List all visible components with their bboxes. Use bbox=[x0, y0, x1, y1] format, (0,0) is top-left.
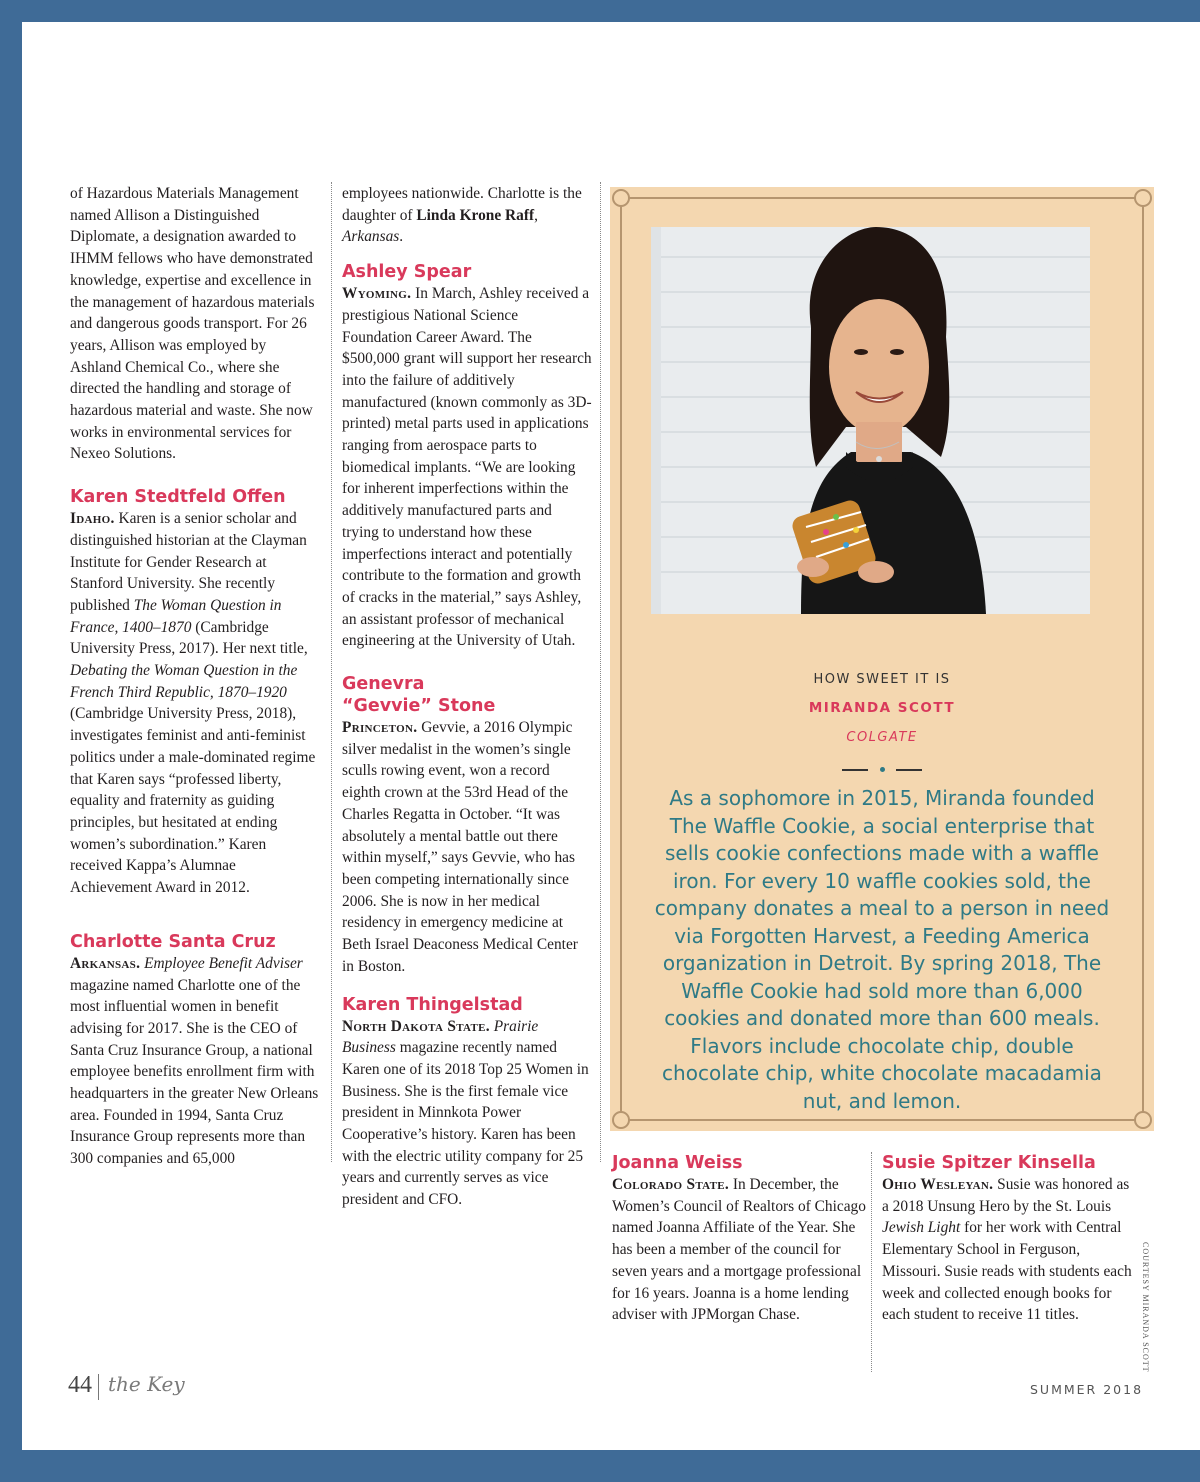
profile-name: Charlotte Santa Cruz bbox=[70, 931, 276, 952]
frame-corner bbox=[612, 189, 630, 207]
profile-name: Karen Thingelstad bbox=[342, 994, 523, 1015]
profile-text: Idaho. Karen is a senior scholar and distinguished historian at the Clayman Institute for Gender Research at Stanford University. She recently published The Woman Question in France, 1400–1870 (Cambridge University Press, 2017). Her next title, Debating the Woman Question in the French Third Republic, 1870–1920 (Cambridge University Press, 2018), investigates feminist and anti-feminist politics under a male-dominated regime that Karen says “professed liberty, equality and fraternity as guiding principles, but hesitated at ending women’s subordination.” Karen received Kappa’s Alumnae Achievement Award in 2012. bbox=[70, 510, 316, 897]
chapter-label: Ohio Wesleyan. bbox=[882, 1176, 994, 1193]
ornament-divider bbox=[610, 759, 1154, 778]
chapter-label: Princeton. bbox=[342, 719, 418, 737]
profile-name: Susie Spitzer Kinsella bbox=[882, 1153, 1096, 1173]
column-4 bbox=[882, 1152, 1132, 1326]
column-2 bbox=[342, 183, 592, 1211]
magazine-page bbox=[22, 22, 1200, 1450]
column-divider bbox=[331, 182, 332, 1162]
chapter-label: Idaho. bbox=[70, 510, 115, 528]
profile-name: Karen Stedtfeld Offen bbox=[70, 487, 286, 508]
frame-corner bbox=[1134, 1111, 1152, 1129]
frame-corner bbox=[1134, 189, 1152, 207]
chapter-label: Colorado State. bbox=[612, 1176, 730, 1193]
photo-credit: COURTESY MIRANDA SCOTT bbox=[1141, 1242, 1150, 1373]
sidebar-box bbox=[610, 187, 1154, 1131]
magazine-logo: the Key bbox=[108, 1372, 185, 1396]
profile-text: Ohio Wesleyan. Susie was honored as a 2018 Unsung Hero by the St. Louis Jewish Light for her work with Central Elementary School in Ferguson, Missouri. Susie reads with students each week and collected enough books for each student to receive 11 titles. bbox=[882, 1176, 1132, 1324]
frame-corner bbox=[612, 1111, 630, 1129]
issue-date: SUMMER 2018 bbox=[1030, 1382, 1144, 1397]
profile-text: Arkansas. Employee Benefit Adviser magazine named Charlotte one of the most influential women in benefit advising for 2017. She is the CEO of Santa Cruz Insurance Group, a national employee benefits enrollment firm with headquarters in the greater New Orleans area. Founded in 1994, Santa Cruz Insurance Group represents more than 300 companies and 65,000 bbox=[70, 954, 319, 1168]
chapter-label: North Dakota State. bbox=[342, 1017, 490, 1035]
col1-intro: of Hazardous Materials Management named Allison a Distinguished Diplomate, a designation awarded to IHMM fellows who have demonstrated knowledge, expertise and excellence in the management of hazardous materials and dangerous goods transport. For 26 years, Allison was employed by Ashland Chemical Co., where she directed the handling and storage of hazardous material and waste. She now works in environmental services for Nexeo Solutions. bbox=[70, 185, 315, 463]
profile-text: North Dakota State. Prairie Business magazine recently named Karen one of its 2018 Top 25 Women in Business. She is the first female vice president in Minnkota Power Cooperative’s history. Karen has been with the electric utility company for 25 years and currently serves as vice president and CFO. bbox=[342, 1017, 589, 1209]
footer-divider bbox=[98, 1374, 99, 1400]
col2-intro: employees nationwide. Charlotte is the daughter of Linda Krone Raff, Arkansas. bbox=[342, 185, 582, 246]
column-3 bbox=[612, 1152, 867, 1326]
page-number: 44 bbox=[68, 1372, 92, 1398]
portrait-photo bbox=[651, 227, 1090, 614]
profile-name: Joanna Weiss bbox=[612, 1153, 743, 1173]
column-divider bbox=[600, 182, 601, 1162]
profile-text: Colorado State. In December, the Women’s Council of Realtors of Chicago named Joanna Affiliate of the Year. She has been a member of the council for seven years and a mortgage professional for 16 years. Joanna is a home lending adviser with JPMorgan Chase. bbox=[612, 1176, 866, 1324]
sidebar-name: MIRANDA SCOTT bbox=[808, 700, 956, 716]
profile-text: Princeton. Gevvie, a 2016 Olympic silver medalist in the women’s single sculls rowing event, won a record eighth crown at the 53rd Head of the Charles Regatta in October. “It was absolutely a mental battle out there within myself,” says Gevvie, who has been competing internationally since 2006. She is now in her medical residency in emergency medicine at Beth Israel Deaconess Medical Center in Boston. bbox=[342, 719, 578, 975]
portrait-illustration bbox=[651, 227, 1090, 614]
sidebar-quote: As a sophomore in 2015, Miranda founded The Waffle Cookie, a social enterprise that sells cookie confections made with a waffle iron. For every 10 waffle cookies sold, the company donates a meal to a person in need via Forgotten Harvest, a Feeding America organization in Detroit. By spring 2018, The Waffle Cookie had sold more than 6,000 cookies and donated more than 600 meals. Flavors include chocolate chip, double chocolate chip, white chocolate macadamia nut, and lemon. bbox=[654, 786, 1110, 1113]
profile-name: Genevra “Gevvie” Stone bbox=[342, 674, 496, 717]
column-divider bbox=[871, 1152, 872, 1372]
chapter-label: Wyoming. bbox=[342, 285, 412, 303]
sidebar-school: COLGATE bbox=[846, 730, 918, 745]
column-1 bbox=[70, 183, 320, 1170]
chapter-label: Arkansas. bbox=[70, 954, 141, 972]
profile-text: Wyoming. In March, Ashley received a prestigious National Science Foundation Career Award. The $500,000 grant will support her research into the failure of additively manufactured (known commonly as 3D-printed) metal parts used in applications ranging from aerospace parts to biomedical implants. “We are looking for inherent imperfections within the additively manufactured parts and trying to understand how these imperfections interact and potentially contribute to the formation and growth of cracks in the material,” says Ashley, an assistant professor of mechanical engineering at the University of Utah. bbox=[342, 285, 592, 650]
profile-name: Ashley Spear bbox=[342, 262, 472, 283]
sidebar-kicker: HOW SWEET IT IS bbox=[813, 672, 951, 687]
